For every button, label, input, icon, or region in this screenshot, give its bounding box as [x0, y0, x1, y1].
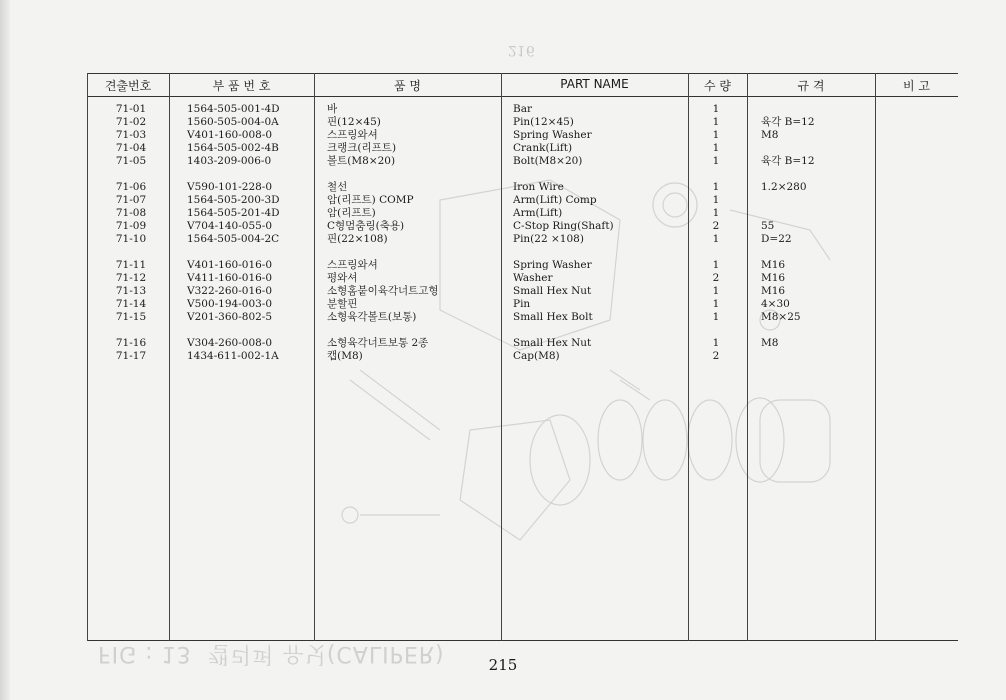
name-korean: 암(리프트): [327, 207, 376, 219]
table-row: [87, 220, 958, 233]
part-number: 1564-505-201-4D: [187, 207, 280, 219]
quantity: 1: [712, 311, 720, 323]
header-spec: 규 격: [797, 79, 825, 93]
part-number: 1564-505-002-4B: [187, 142, 279, 154]
part-number: V590-101-228-0: [187, 181, 273, 193]
part-name: Small Hex Bolt: [513, 311, 593, 323]
specification: M16: [761, 259, 786, 271]
part-name: Pin: [513, 298, 531, 310]
header-remarks: 비 고: [903, 79, 930, 93]
specification: M16: [761, 285, 786, 297]
quantity: 1: [712, 337, 720, 349]
part-number: 1564-505-001-4D: [187, 103, 280, 115]
item-no: 71-08: [115, 207, 147, 219]
table-row: [87, 194, 958, 207]
item-no: 71-07: [115, 194, 147, 206]
item-no: 71-16: [115, 337, 147, 349]
name-korean: 암(리프트) COMP: [327, 194, 414, 206]
item-no: 71-15: [115, 311, 147, 323]
item-no: 71-09: [115, 220, 147, 232]
name-korean: 스프링와셔: [327, 259, 378, 271]
part-name: Arm(Lift): [513, 207, 563, 219]
item-no: 71-12: [115, 272, 147, 284]
part-number: V411-160-016-0: [187, 272, 273, 284]
page-edge-shadow: [0, 0, 10, 700]
table-row: [87, 116, 958, 129]
part-number: 1564-505-004-2C: [187, 233, 280, 245]
quantity: 1: [712, 233, 720, 245]
specification: D=22: [761, 233, 792, 245]
part-name: Small Hex Nut: [513, 337, 592, 349]
item-no: 71-05: [115, 155, 147, 167]
table-row: [87, 259, 958, 272]
item-no: 71-02: [115, 116, 147, 128]
quantity: 1: [712, 298, 720, 310]
table-row: [87, 350, 958, 363]
specification: 55: [761, 220, 775, 232]
part-number: V401-160-008-0: [187, 129, 273, 141]
header-part-name: PART NAME: [560, 77, 629, 91]
quantity: 1: [712, 181, 720, 193]
part-number: V704-140-055-0: [187, 220, 273, 232]
header-qty: 수 량: [704, 79, 731, 93]
name-korean: 캡(M8): [327, 350, 363, 362]
item-no: 71-01: [115, 103, 147, 115]
part-name: Spring Washer: [513, 129, 592, 141]
part-number: V322-260-016-0: [187, 285, 273, 297]
quantity: 1: [712, 285, 720, 297]
part-number: V201-360-802-5: [187, 311, 273, 323]
item-no: 71-17: [115, 350, 147, 362]
table-row: [87, 129, 958, 142]
item-no: 71-14: [115, 298, 147, 310]
specification: M8×25: [761, 311, 801, 323]
item-no: 71-10: [115, 233, 147, 245]
specification: 육각 B=12: [761, 116, 815, 128]
part-name: Cap(M8): [513, 350, 560, 362]
table-row: [87, 337, 958, 350]
part-number: 1403-209-006-0: [187, 155, 272, 167]
specification: 육각 B=12: [761, 155, 815, 167]
table-row: [87, 103, 958, 116]
name-korean: 핀(22×108): [327, 233, 388, 245]
part-number: 1560-505-004-0A: [187, 116, 279, 128]
part-number: V401-160-016-0: [187, 259, 273, 271]
part-number: V500-194-003-0: [187, 298, 273, 310]
part-name: Pin(22 ×108): [513, 233, 584, 245]
table-row: [87, 233, 958, 246]
table-row: [87, 285, 958, 298]
name-korean: 볼트(M8×20): [327, 155, 396, 167]
quantity: 2: [712, 350, 720, 362]
part-name: Pin(12×45): [513, 116, 574, 128]
name-korean: 소형육각볼트(보통): [327, 311, 417, 323]
table-row: [87, 207, 958, 220]
table-body: [87, 103, 958, 363]
name-korean: 소형홈붙이육각너트고형: [327, 285, 439, 297]
header-item-no: 견출번호: [104, 79, 152, 93]
part-number: 1564-505-200-3D: [187, 194, 280, 206]
specification: M16: [761, 272, 786, 284]
part-name: Washer: [513, 272, 553, 284]
name-korean: 스프링와셔: [327, 129, 378, 141]
table-row: [87, 142, 958, 155]
item-no: 71-11: [115, 259, 147, 271]
name-korean: C형멈춤링(축용): [327, 220, 405, 232]
part-name: Spring Washer: [513, 259, 592, 271]
header-name-kr: 품 명: [394, 79, 421, 93]
part-name: Arm(Lift) Comp: [513, 194, 597, 206]
quantity: 1: [712, 116, 720, 128]
part-name: Crank(Lift): [513, 142, 573, 154]
parts-table: [87, 73, 958, 641]
show-through-figure-caption: FIG : 13 캘리퍼 유닛(CALIPER): [98, 641, 445, 666]
name-korean: 분할핀: [327, 298, 358, 310]
item-no: 71-13: [115, 285, 147, 297]
specification: 4×30: [761, 298, 790, 310]
item-no: 71-06: [115, 181, 147, 193]
name-korean: 바: [327, 103, 338, 115]
specification: 1.2×280: [761, 181, 807, 193]
part-name: Bolt(M8×20): [513, 155, 583, 167]
name-korean: 크랭크(리프트): [327, 142, 397, 154]
quantity: 2: [712, 272, 720, 284]
name-korean: 소형육각너트보통 2종: [327, 337, 429, 349]
quantity: 1: [712, 194, 720, 206]
part-number: V304-260-008-0: [187, 337, 273, 349]
item-no: 71-03: [115, 129, 147, 141]
quantity: 1: [712, 103, 720, 115]
table-row: [87, 272, 958, 285]
table-header: [87, 73, 958, 97]
page-number: 215: [488, 656, 518, 674]
quantity: 1: [712, 129, 720, 141]
part-name: C-Stop Ring(Shaft): [513, 220, 614, 232]
table-row: [87, 311, 958, 324]
specification: M8: [761, 337, 779, 349]
table-row: [87, 298, 958, 311]
name-korean: 평와셔: [327, 272, 358, 284]
quantity: 2: [712, 220, 720, 232]
specification: M8: [761, 129, 779, 141]
header-part-no: 부 품 번 호: [212, 79, 271, 93]
show-through-page-number: 216: [508, 42, 535, 58]
table-row: [87, 155, 958, 168]
quantity: 1: [712, 142, 720, 154]
name-korean: 철선: [327, 181, 348, 193]
quantity: 1: [712, 155, 720, 167]
quantity: 1: [712, 207, 720, 219]
part-name: Iron Wire: [513, 181, 564, 193]
item-no: 71-04: [115, 142, 147, 154]
part-number: 1434-611-002-1A: [187, 350, 279, 362]
quantity: 1: [712, 259, 720, 271]
part-name: Small Hex Nut: [513, 285, 592, 297]
part-name: Bar: [513, 103, 532, 115]
table-row: [87, 181, 958, 194]
name-korean: 핀(12×45): [327, 116, 381, 128]
